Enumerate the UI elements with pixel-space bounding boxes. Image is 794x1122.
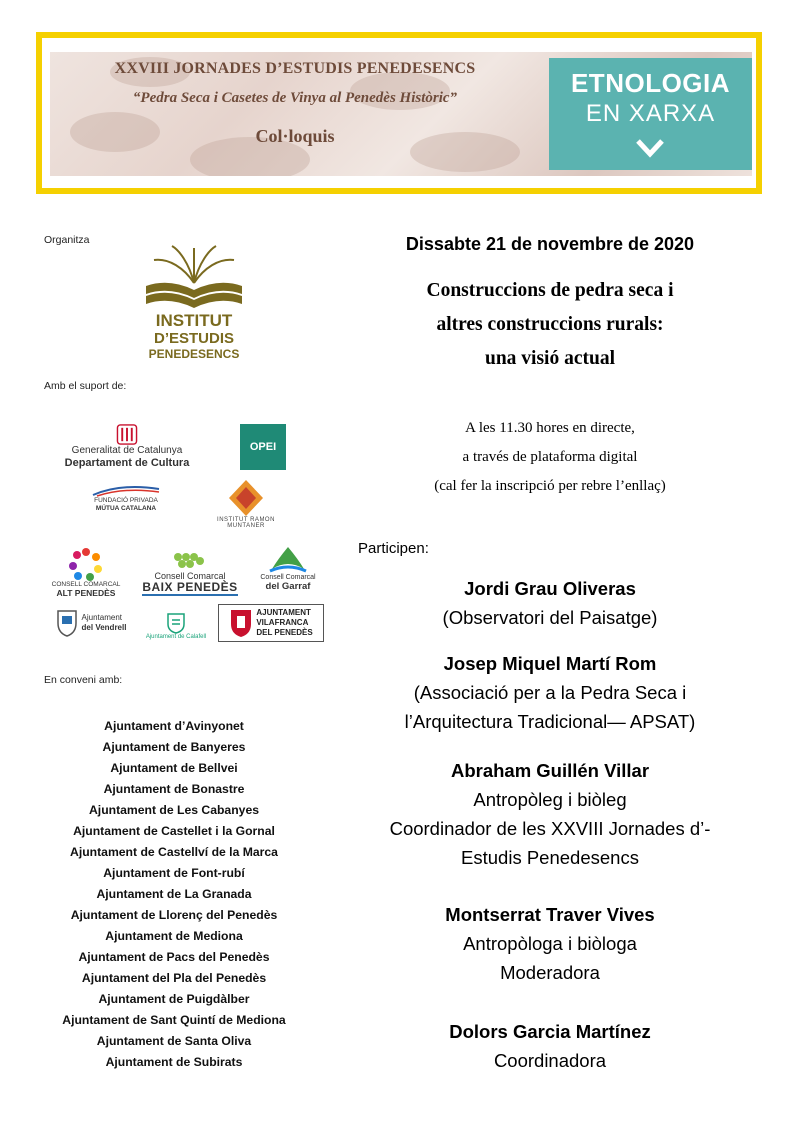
shield-icon <box>56 609 78 637</box>
event-info: A les 11.30 hores en directe, a través de plataforma digital (cal fer la inscripció per rebre l’enllaç) <box>434 420 666 494</box>
banner-title: XXVIII JORNADES D’ESTUDIS PENEDESENCS <box>114 60 476 77</box>
participant-role: l’Arquitectura Tradicional— APSAT) <box>404 711 696 732</box>
participant-role: (Associació per a la Pedra Seca i <box>413 682 687 703</box>
participant-1 <box>350 574 750 632</box>
conveni-item: Ajuntament de Banyeres <box>102 740 246 754</box>
conveni-item: Ajuntament de Santa Oliva <box>96 1034 252 1048</box>
participant-5 <box>350 1017 750 1075</box>
calafell-shield-icon <box>166 612 186 634</box>
participant-role: Moderadora <box>500 962 600 983</box>
participen-label: Participen: <box>358 540 429 557</box>
participant-2 <box>350 649 750 736</box>
conveni-list <box>40 716 308 1073</box>
vilafranca-shield-icon <box>229 608 253 638</box>
calafell-logo: Ajuntament de Calafell <box>140 606 212 646</box>
en-xarxa-text: EN XARXA <box>585 100 716 127</box>
conveni-item: Ajuntament de Castellví de la Marca <box>70 845 278 859</box>
event-date: Dissabte 21 de novembre de 2020 <box>405 234 695 254</box>
conveni-item: Ajuntament de Llorenç del Penedès <box>70 908 278 922</box>
ies-line1: INSTITUT <box>155 311 233 330</box>
conveni-label: En conveni amb: <box>44 674 123 686</box>
participant-name: Abraham Guillén Villar <box>450 760 650 781</box>
chevron-down-icon <box>635 138 665 158</box>
muntaner-emblem-icon <box>228 479 264 517</box>
ies-line2: D’ESTUDIS <box>153 330 234 347</box>
event-subject: Construccions de pedra seca i altres construccions rurals: una visió actual <box>426 280 674 369</box>
conveni-item: Ajuntament del Pla del Penedès <box>81 971 267 985</box>
generalitat-text: Generalitat de Catalunya Departament de Cultura <box>64 445 190 469</box>
suport-label: Amb el suport de: <box>44 380 127 392</box>
conveni-item: Ajuntament de Mediona <box>105 929 243 943</box>
conveni-item: Ajuntament de Pacs del Penedès <box>78 950 270 964</box>
garraf-logo: Consell Comarcal del Garraf <box>258 538 318 598</box>
participant-role: Antropòloga i biòloga <box>463 933 637 954</box>
senyera-icon <box>116 424 138 445</box>
conveni-item: Ajuntament de Bonastre <box>103 782 245 796</box>
opei-logo: OPEI <box>240 424 286 470</box>
grapes-icon <box>170 551 210 571</box>
ramon-muntaner-logo: INSTITUT RAMON MUNTANER <box>198 478 294 530</box>
ies-line3: PENEDESENCS <box>148 347 240 361</box>
conveni-item: Ajuntament de Puigdàlber <box>98 992 250 1006</box>
book-tree-icon <box>144 238 244 308</box>
etnologia-text: ETNOLOGIA <box>570 68 731 98</box>
conveni-item: Ajuntament de La Granada <box>96 887 252 901</box>
alt-penedes-logo: CONSELL COMARCAL ALT PENEDÈS <box>48 544 124 602</box>
conveni-item: Ajuntament de Font-rubí <box>103 866 245 880</box>
participant-name: Josep Miquel Martí Rom <box>443 653 657 674</box>
participant-4 <box>350 900 750 987</box>
etnologia-en-xarxa-logo <box>549 58 752 170</box>
conveni-item: Ajuntament d’Avinyonet <box>104 719 244 733</box>
leaf-wave-icon <box>268 545 308 573</box>
banner-colloquis: Col·loquis <box>255 126 335 146</box>
conveni-item: Ajuntament de Les Cabanyes <box>89 803 259 817</box>
participant-role: Coordinadora <box>493 1050 607 1071</box>
participant-name: Dolors Garcia Martínez <box>449 1021 651 1042</box>
conveni-item: Ajuntament de Castellet i la Gornal <box>73 824 275 838</box>
header-banner <box>36 32 762 194</box>
participant-name: Montserrat Traver Vives <box>445 904 655 925</box>
participant-role: Estudis Penedesencs <box>461 847 639 868</box>
conveni-item: Ajuntament de Bellvei <box>110 761 238 775</box>
participant-role: Antropòleg i biòleg <box>473 789 627 810</box>
flower-ring-icon <box>69 547 103 581</box>
baix-penedes-logo: Consell Comarcal BAIX PENEDÈS <box>132 546 248 598</box>
organitza-label: Organitza <box>44 234 90 246</box>
banner-background <box>50 52 752 176</box>
conveni-item: Ajuntament de Subirats <box>105 1055 243 1069</box>
participant-role: (Observatori del Paisatge) <box>442 607 658 628</box>
participant-name: Jordi Grau Oliveras <box>464 578 636 599</box>
generalitat-logo <box>62 424 192 470</box>
participant-role: Coordinador de les XXVIII Jornades d’- <box>389 818 711 839</box>
vilafranca-logo: AJUNTAMENT VILAFRANCA DEL PENEDÈS <box>218 604 324 642</box>
conveni-item: Ajuntament de Sant Quintí de Mediona <box>62 1013 286 1027</box>
participant-3 <box>350 756 750 872</box>
banner-subtitle: “Pedra Seca i Casetes de Vinya al Penedès Històric” <box>132 90 458 106</box>
swoosh-icon <box>91 485 161 497</box>
vendrell-logo: Ajuntament del Vendrell <box>48 604 134 642</box>
mutua-catalana-logo: FUNDACIÓ PRIVADA MÚTUA CATALANA <box>66 484 186 514</box>
